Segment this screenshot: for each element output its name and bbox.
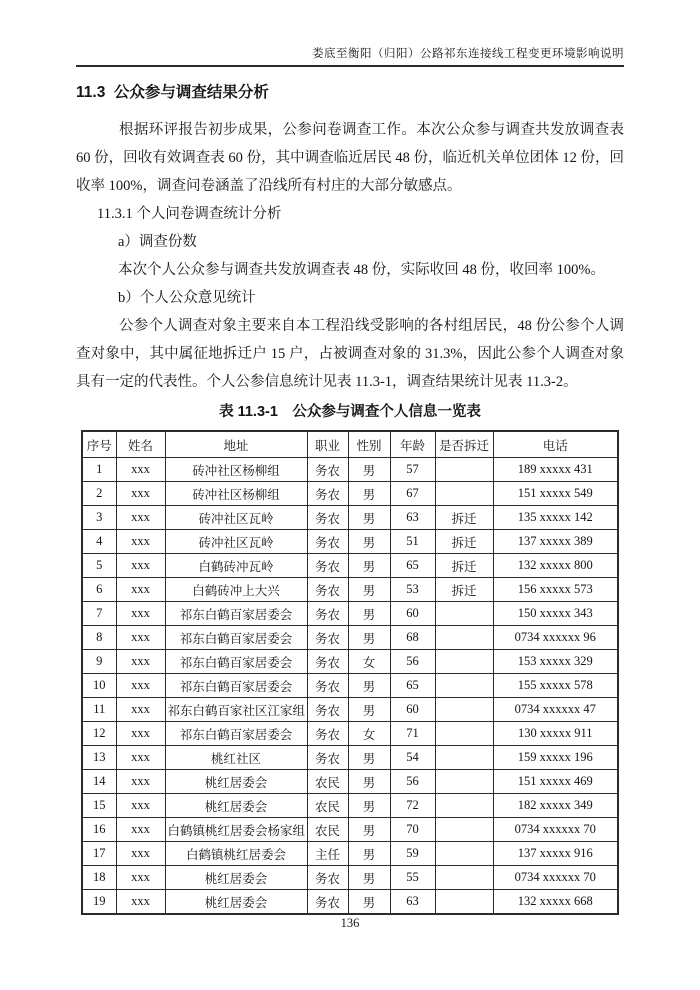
table-row: [82, 698, 618, 722]
table-cell-age: 54: [390, 746, 435, 770]
table-cell-no: 10: [82, 674, 116, 698]
table-cell-phone: 132 xxxxx 668: [493, 890, 618, 915]
table-cell-phone: 0734 xxxxxx 70: [493, 866, 618, 890]
item-a-label: a）调查份数: [118, 234, 197, 250]
table-row: [82, 842, 618, 866]
table-cell-gender: 男: [348, 458, 390, 482]
personal-info-table: [81, 430, 619, 915]
table-cell-age: 71: [390, 722, 435, 746]
paragraph-respondent-description: 公参个人调查对象主要来自本工程沿线受影响的各村组居民，48 份公参个人调查对象中，其中属征地拆迁户 15 户，占被调查对象的 31.3%，因此公参个人调查对象具有一定的代表性。个人公参信息统计见表 11.3-1，调查结果统计见表 11.3-2。: [76, 318, 624, 390]
table-column-header: 地址: [165, 431, 307, 458]
table-cell-age: 63: [390, 890, 435, 915]
table-cell-no: 5: [82, 554, 116, 578]
table-cell-age: 60: [390, 698, 435, 722]
table-cell-age: 53: [390, 578, 435, 602]
table-cell-occupation: 务农: [307, 722, 348, 746]
table-cell-address: 祁东白鹤百家居委会: [165, 650, 307, 674]
table-cell-relocation: [435, 698, 493, 722]
table-cell-name: xxx: [116, 770, 165, 794]
table-cell-address: 白鹤镇桃红居委会杨家组: [165, 818, 307, 842]
table-cell-name: xxx: [116, 506, 165, 530]
table-row: [82, 602, 618, 626]
table-cell-phone: 156 xxxxx 573: [493, 578, 618, 602]
table-column-header: 职业: [307, 431, 348, 458]
page-number: 136: [340, 916, 360, 930]
table-cell-occupation: 农民: [307, 818, 348, 842]
table-cell-relocation: [435, 794, 493, 818]
table-cell-relocation: 拆迁: [435, 506, 493, 530]
table-column-header: 性别: [348, 431, 390, 458]
table-cell-age: 63: [390, 506, 435, 530]
table-cell-age: 56: [390, 770, 435, 794]
table-cell-phone: 150 xxxxx 343: [493, 602, 618, 626]
table-cell-no: 13: [82, 746, 116, 770]
running-header-title: 娄底至衡阳（归阳）公路祁东连接线工程变更环境影响说明: [312, 48, 624, 60]
table-row: [82, 506, 618, 530]
table-column-header: 是否拆迁: [435, 431, 493, 458]
table-cell-relocation: [435, 650, 493, 674]
table-column-header: 序号: [82, 431, 116, 458]
table-row: [82, 530, 618, 554]
table-cell-relocation: [435, 626, 493, 650]
table-row: [82, 722, 618, 746]
table-cell-age: 59: [390, 842, 435, 866]
table-cell-relocation: 拆迁: [435, 578, 493, 602]
table-cell-gender: 女: [348, 650, 390, 674]
table-cell-address: 白鹤砖冲瓦岭: [165, 554, 307, 578]
table-cell-no: 2: [82, 482, 116, 506]
table-cell-phone: 151 xxxxx 549: [493, 482, 618, 506]
table-cell-address: 桃红居委会: [165, 794, 307, 818]
table-row: [82, 770, 618, 794]
table-cell-phone: 0734 xxxxxx 96: [493, 626, 618, 650]
table-cell-address: 砖冲社区杨柳组: [165, 482, 307, 506]
table-cell-name: xxx: [116, 578, 165, 602]
table-cell-phone: 159 xxxxx 196: [493, 746, 618, 770]
table-cell-address: 桃红居委会: [165, 890, 307, 915]
table-cell-gender: 男: [348, 746, 390, 770]
table-cell-no: 11: [82, 698, 116, 722]
table-cell-address: 砖冲社区瓦岭: [165, 506, 307, 530]
table-cell-phone: 0734 xxxxxx 70: [493, 818, 618, 842]
table-cell-phone: 151 xxxxx 469: [493, 770, 618, 794]
table-cell-name: xxx: [116, 722, 165, 746]
table-cell-occupation: 务农: [307, 602, 348, 626]
header-rule: [76, 65, 624, 67]
table-cell-address: 祁东白鹤百家居委会: [165, 722, 307, 746]
table-cell-phone: 182 xxxxx 349: [493, 794, 618, 818]
table-cell-address: 砖冲社区瓦岭: [165, 530, 307, 554]
table-cell-age: 65: [390, 554, 435, 578]
table-cell-name: xxx: [116, 650, 165, 674]
table-cell-name: xxx: [116, 554, 165, 578]
section-heading-11-3: 11.3 公众参与调查结果分析: [76, 84, 269, 101]
table-cell-occupation: 务农: [307, 650, 348, 674]
table-cell-name: xxx: [116, 674, 165, 698]
table-cell-gender: 男: [348, 890, 390, 915]
table-cell-phone: 0734 xxxxxx 47: [493, 698, 618, 722]
table-cell-gender: 男: [348, 578, 390, 602]
table-cell-address: 祁东白鹤百家居委会: [165, 626, 307, 650]
table-cell-age: 72: [390, 794, 435, 818]
table-cell-no: 9: [82, 650, 116, 674]
table-cell-address: 白鹤镇桃红居委会: [165, 842, 307, 866]
table-row: [82, 674, 618, 698]
page-content: [76, 82, 628, 915]
table-cell-age: 67: [390, 482, 435, 506]
table-cell-gender: 男: [348, 818, 390, 842]
table-cell-name: xxx: [116, 890, 165, 915]
table-cell-age: 55: [390, 866, 435, 890]
table-cell-gender: 男: [348, 698, 390, 722]
table-cell-relocation: [435, 890, 493, 915]
table-cell-gender: 男: [348, 866, 390, 890]
table-cell-no: 15: [82, 794, 116, 818]
table-cell-relocation: [435, 818, 493, 842]
table-row: [82, 626, 618, 650]
table-cell-name: xxx: [116, 842, 165, 866]
table-cell-occupation: 务农: [307, 554, 348, 578]
table-cell-gender: 男: [348, 794, 390, 818]
table-cell-occupation: 农民: [307, 770, 348, 794]
table-cell-phone: 137 xxxxx 389: [493, 530, 618, 554]
table-cell-address: 白鹤砖冲上大兴: [165, 578, 307, 602]
table-cell-gender: 男: [348, 770, 390, 794]
table-cell-relocation: [435, 746, 493, 770]
table-row: [82, 578, 618, 602]
table-cell-address: 桃红居委会: [165, 866, 307, 890]
table-row: [82, 554, 618, 578]
table-header-row: [82, 431, 618, 458]
table-cell-occupation: 务农: [307, 458, 348, 482]
table-row: [82, 458, 618, 482]
table-cell-occupation: 务农: [307, 506, 348, 530]
table-cell-address: 砖冲社区杨柳组: [165, 458, 307, 482]
table-cell-occupation: 务农: [307, 578, 348, 602]
table-cell-relocation: [435, 482, 493, 506]
table-cell-occupation: 主任: [307, 842, 348, 866]
table-cell-age: 60: [390, 602, 435, 626]
table-cell-name: xxx: [116, 794, 165, 818]
table-cell-phone: 135 xxxxx 142: [493, 506, 618, 530]
table-row: [82, 650, 618, 674]
table-cell-relocation: [435, 866, 493, 890]
table-cell-gender: 男: [348, 530, 390, 554]
table-cell-relocation: [435, 842, 493, 866]
table-cell-age: 65: [390, 674, 435, 698]
table-cell-gender: 女: [348, 722, 390, 746]
table-cell-name: xxx: [116, 866, 165, 890]
table-cell-gender: 男: [348, 482, 390, 506]
table-row: [82, 866, 618, 890]
table-cell-phone: 137 xxxxx 916: [493, 842, 618, 866]
table-cell-age: 68: [390, 626, 435, 650]
table-cell-gender: 男: [348, 842, 390, 866]
table-cell-occupation: 务农: [307, 674, 348, 698]
table-cell-gender: 男: [348, 602, 390, 626]
table-cell-no: 12: [82, 722, 116, 746]
table-cell-relocation: 拆迁: [435, 554, 493, 578]
table-cell-gender: 男: [348, 674, 390, 698]
table-body: [82, 458, 618, 915]
table-cell-name: xxx: [116, 698, 165, 722]
table-cell-age: 57: [390, 458, 435, 482]
table-cell-no: 19: [82, 890, 116, 915]
paragraph-survey-overview: 根据环评报告初步成果，公参问卷调查工作。本次公众参与调查共发放调查表 60 份，回收有效调查表 60 份，其中调查临近居民 48 份，临近机关单位团体 12 份，回收率 100%，调查问卷涵盖了沿线所有村庄的大部分敏感点。: [76, 122, 628, 194]
table-cell-name: xxx: [116, 482, 165, 506]
table-cell-occupation: 务农: [307, 746, 348, 770]
table-cell-name: xxx: [116, 626, 165, 650]
table-cell-occupation: 务农: [307, 482, 348, 506]
table-cell-age: 70: [390, 818, 435, 842]
table-cell-phone: 130 xxxxx 911: [493, 722, 618, 746]
table-cell-age: 51: [390, 530, 435, 554]
table-cell-no: 3: [82, 506, 116, 530]
paragraph-personal-survey-count: 本次个人公众参与调查共发放调查表 48 份，实际收回 48 份，收回率 100%。: [118, 262, 605, 278]
table-cell-phone: 153 xxxxx 329: [493, 650, 618, 674]
table-caption: 表 11.3-1 公众参与调查个人信息一览表: [219, 404, 481, 420]
table-column-header: 电话: [493, 431, 618, 458]
table-cell-no: 7: [82, 602, 116, 626]
table-row: [82, 890, 618, 915]
table-cell-relocation: [435, 458, 493, 482]
table-cell-name: xxx: [116, 818, 165, 842]
table-cell-address: 祁东白鹤百家社区江家组: [165, 698, 307, 722]
table-cell-no: 14: [82, 770, 116, 794]
table-cell-phone: 132 xxxxx 800: [493, 554, 618, 578]
table-cell-occupation: 务农: [307, 530, 348, 554]
table-cell-relocation: 拆迁: [435, 530, 493, 554]
table-cell-relocation: [435, 722, 493, 746]
table-cell-relocation: [435, 602, 493, 626]
table-cell-address: 祁东白鹤百家居委会: [165, 674, 307, 698]
table-cell-no: 17: [82, 842, 116, 866]
table-row: [82, 794, 618, 818]
table-cell-occupation: 务农: [307, 698, 348, 722]
table-cell-occupation: 务农: [307, 866, 348, 890]
table-cell-gender: 男: [348, 554, 390, 578]
table-column-header: 年龄: [390, 431, 435, 458]
table-cell-gender: 男: [348, 506, 390, 530]
table-row: [82, 746, 618, 770]
table-cell-address: 桃红社区: [165, 746, 307, 770]
table-row: [82, 482, 618, 506]
table-cell-relocation: [435, 674, 493, 698]
table-cell-name: xxx: [116, 746, 165, 770]
table-cell-occupation: 务农: [307, 626, 348, 650]
item-b-label: b）个人公众意见统计: [118, 290, 256, 306]
table-cell-relocation: [435, 770, 493, 794]
table-cell-no: 4: [82, 530, 116, 554]
table-cell-occupation: 务农: [307, 890, 348, 915]
table-cell-name: xxx: [116, 530, 165, 554]
table-cell-address: 桃红居委会: [165, 770, 307, 794]
table-cell-name: xxx: [116, 458, 165, 482]
table-cell-name: xxx: [116, 602, 165, 626]
table-cell-phone: 189 xxxxx 431: [493, 458, 618, 482]
table-cell-no: 18: [82, 866, 116, 890]
table-cell-phone: 155 xxxxx 578: [493, 674, 618, 698]
table-cell-gender: 男: [348, 626, 390, 650]
table-cell-no: 1: [82, 458, 116, 482]
table-cell-age: 56: [390, 650, 435, 674]
table-cell-address: 祁东白鹤百家居委会: [165, 602, 307, 626]
table-cell-no: 6: [82, 578, 116, 602]
table-column-header: 姓名: [116, 431, 165, 458]
table-cell-occupation: 农民: [307, 794, 348, 818]
table-cell-no: 8: [82, 626, 116, 650]
table-cell-no: 16: [82, 818, 116, 842]
table-row: [82, 818, 618, 842]
subsection-heading-11-3-1: 11.3.1 个人问卷调查统计分析: [97, 206, 282, 222]
